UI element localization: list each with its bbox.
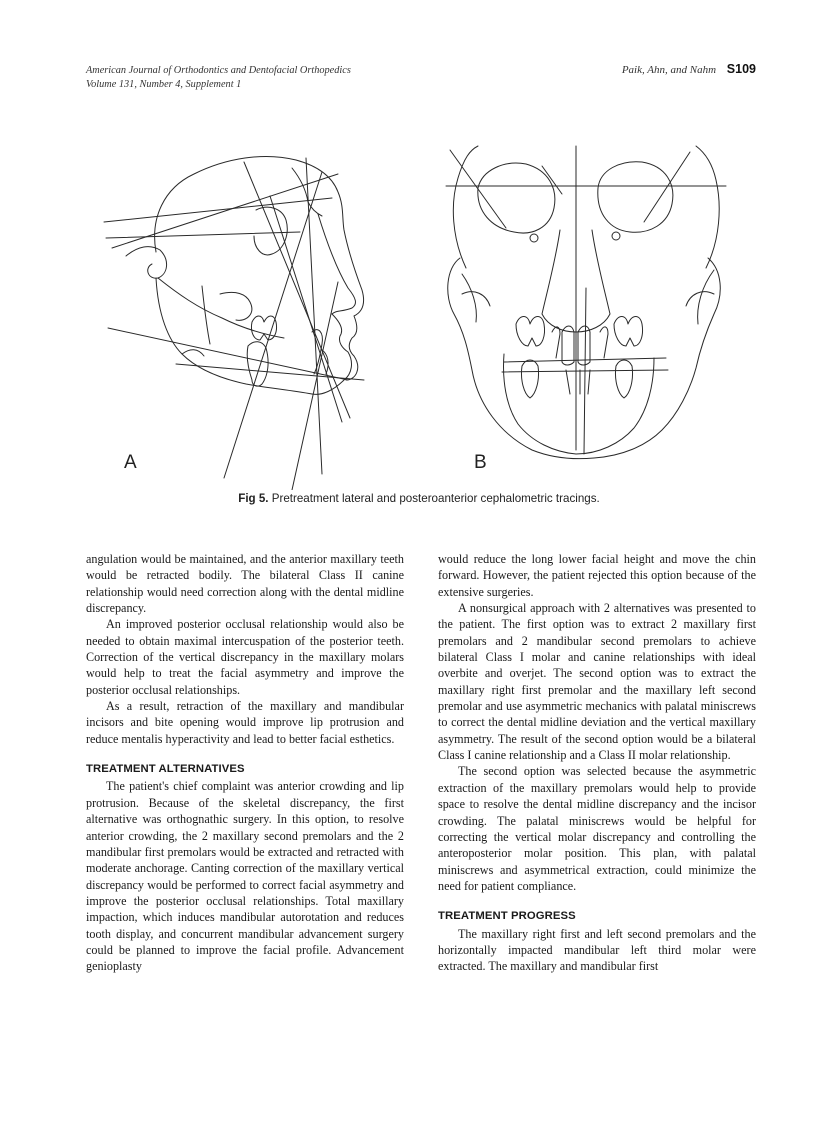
right-paragraph-1: would reduce the long lower facial height and move the chin forward. However, the patient rejected this option because of the extensive surgeries.: [438, 552, 756, 599]
panel-label-a: A: [124, 452, 137, 473]
sn-plane: [104, 198, 332, 222]
journal-volume: Volume 131, Number 4, Supplement 1: [86, 79, 242, 90]
running-header-right: [622, 62, 756, 76]
panel-label-b: B: [474, 452, 487, 473]
pa-orbit-line-3: [542, 166, 562, 194]
lateral-tracing: [104, 156, 364, 490]
running-header-journal: [86, 64, 351, 92]
pa-orbit-line-right: [450, 150, 506, 228]
mandibular-plane: [176, 364, 364, 380]
facial-line: [244, 162, 350, 418]
journal-title: American Journal of Orthodontics and Dentofacial Orthopedics: [86, 65, 351, 76]
caption-text: Pretreatment lateral and posteroanterior cephalometric tracings.: [268, 492, 600, 505]
right-paragraph-3: The second option was selected because the asymmetric extraction of the maxillary premolars would help to provide space to resolve the dental midline discrepancy and the incisor crowding. The palatal miniscrews would be helpful for correcting the vertical molar discrepancy and controlling the anteroposterior molar position. This plan, with palatal miniscrews and asymmetrical extraction, could minimize the need for patient compliance.: [438, 764, 756, 893]
reference-line-1: [112, 174, 338, 248]
orbit-point-left: [612, 232, 620, 240]
occlusal-plane: [108, 328, 348, 380]
page-number: S109: [726, 62, 756, 76]
incisor-axis: [270, 196, 342, 422]
e-line: [292, 282, 338, 490]
figure-5: [86, 118, 756, 490]
caption-label: Fig 5.: [238, 492, 269, 505]
heading-treatment-progress: TREATMENT PROGRESS: [438, 910, 576, 923]
left-column: [86, 551, 404, 975]
right-column: [438, 551, 756, 975]
frankfort-plane: [106, 232, 300, 238]
heading-treatment-alternatives: TREATMENT ALTERNATIVES: [86, 763, 245, 776]
left-paragraph-3: As a result, retraction of the maxillary and mandibular incisors and bite opening would improve lip protrusion and reduce mentalis hyperactivity and lead to better facial esthetics.: [86, 699, 404, 746]
orbit-point-right: [530, 234, 538, 242]
left-paragraph-2: An improved posterior occlusal relationship would also be needed to obtain maximal intercuspation of the posterior teeth. Correction of the vertical discrepancy in the maxillary molars would help to treat the facial asymmetry and improve the posterior occlusal relationships.: [86, 617, 404, 697]
left-paragraph-1: angulation would be maintained, and the anterior maxillary teeth would be retracted bodily. The bilateral Class II canine relationship would need correction along with the dental midline discrepancy.: [86, 552, 404, 616]
right-paragraph-2: A nonsurgical approach with 2 alternatives was presented to the patient. The first option was to extract 2 maxillary first premolars and 2 mandibular second premolars to achieve bilateral Class I molar and canine relationships with ideal overbite and overjet. The second option was to extract the maxillary right first premolar and the maxillary left second premolar and use asymmetric mechanics with palatal miniscrews to correct the dental midline deviation and the vertical maxillary asymmetry. The result of the second option would be a bilateral Class I canine relationship and a Class II molar relationship.: [438, 601, 756, 763]
right-paragraph-4: The maxillary right first and left second premolars and the horizontally impacted mandibular left third molar were extracted. The maxillary and mandibular first: [438, 926, 756, 974]
running-header-authors: Paik, Ahn, and Nahm: [621, 64, 717, 76]
cephalometric-tracings: [86, 118, 756, 490]
figure-caption: [0, 492, 838, 505]
left-paragraph-4: The patient's chief complaint was anterior crowding and lip protrusion. Because of the skeletal discrepancy, the first alternative was orthognathic surgery. In this option, to resolve anterior crowding, the 2 maxillary second premolars and the 2 mandibular first premolars would be extracted and retracted with moderate anchorage. Canting correction of the maxillary vertical discrepancy would be performed to correct facial asymmetry and improve the posterior occlusal relationships. Total maxillary impaction, which induces mandibular autorotation and reduces tooth display, and concurrent mandibular advancement surgery could be planned to improve the facial profile. Advancement genioplasty: [86, 779, 404, 974]
pa-tracing: [446, 146, 726, 459]
pa-orbit-line-left: [644, 152, 690, 222]
